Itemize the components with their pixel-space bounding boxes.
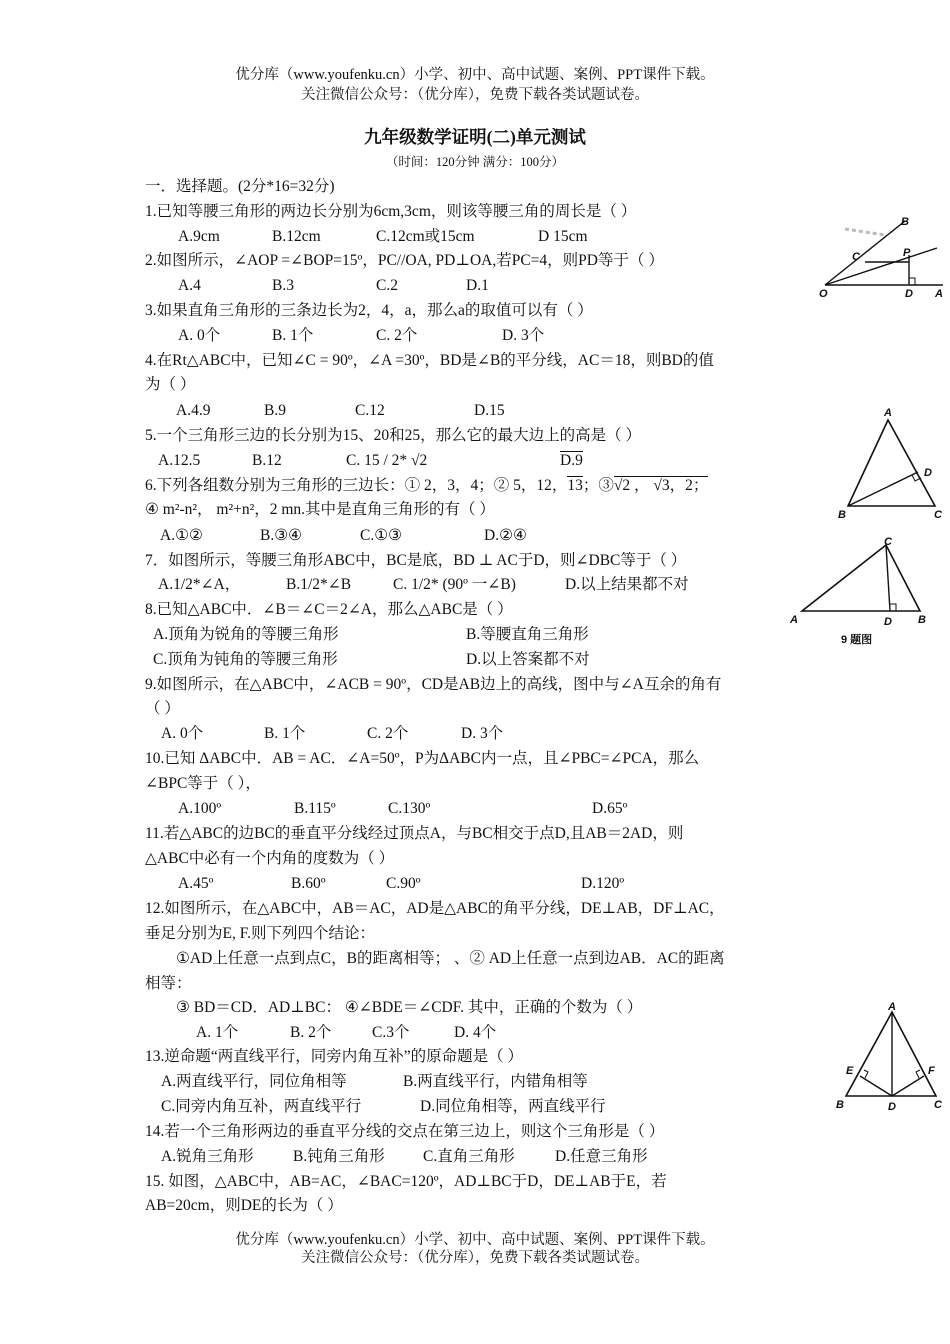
q10-option-b: B.115º [294, 800, 336, 817]
fig1-right-angle-mark [909, 278, 915, 285]
q9-option-c: C. 2个 [367, 725, 409, 742]
q12-option-a: A. 1个 [196, 1024, 239, 1041]
q5-option-c: C. 15 / 2* √2 [346, 452, 428, 469]
q10-option-d: D.65º [592, 800, 628, 817]
question-8: 8.已知△ABC中．∠B＝∠C＝2∠A，那么△ABC是（ ） [145, 601, 513, 618]
fig1-ray-ob [825, 221, 905, 285]
question-14: 14.若一个三角形两边的垂直平分线的交点在第三边上，则这个三角形是（ ） [145, 1123, 665, 1140]
question-15-line-1: 15. 如图，△ABC中，AB=AC，∠BAC=120º，AD⊥BC于D，DE⊥AB于E，若 [145, 1173, 667, 1190]
q4-option-c: C.12 [355, 402, 385, 419]
fig1-label-o: O [819, 288, 828, 300]
fig3-right-angle-mark [890, 604, 896, 611]
q4-option-b: B.9 [264, 402, 286, 419]
q13-option-b: B.两直线平行，内错角相等 [403, 1073, 588, 1090]
question-9-line-2: （ ） [145, 700, 180, 717]
fig2-label-d: D [924, 467, 932, 479]
q6-text-c: ；③ [582, 477, 614, 494]
q6-text-d: √2 ， √3，2； [613, 477, 709, 494]
header-line-2: 关注微信公众号：（优分库），免费下载各类试题试卷。 [301, 87, 649, 103]
q13-option-c: C.同旁内角互补，两直线平行 [161, 1098, 362, 1115]
question-6-line-1 [145, 476, 708, 496]
footer-line-2: 关注微信公众号：（优分库），免费下载各类试题试卷。 [301, 1250, 649, 1266]
fig1-label-c: C [852, 251, 860, 263]
q14-option-a: A.锐角三角形 [161, 1148, 254, 1165]
q14-option-d: D.任意三角形 [555, 1148, 648, 1165]
q4-option-a: A.4.9 [176, 402, 211, 419]
q14-option-c: C.直角三角形 [423, 1148, 515, 1165]
q1-option-c: C.12cm或15cm [376, 228, 475, 245]
fig1-label-p: P [903, 247, 911, 259]
fig3-label-c: C [884, 536, 892, 548]
page-title: 九年级数学证明(二)单元测试 [364, 127, 586, 147]
fig3-label-a: A [790, 614, 798, 626]
q7-option-c: C. 1/2* (90º 一∠B) [393, 576, 516, 593]
q8-option-a: A.顶角为锐角的等腰三角形 [153, 626, 339, 643]
q9-option-d: D. 3个 [461, 725, 504, 742]
q6-option-a: A.①② [160, 527, 203, 544]
q6-option-b: B.③④ [260, 527, 303, 544]
q12-option-c: C.3个 [372, 1024, 410, 1041]
fig4-right-angle-mark-e [864, 1070, 868, 1078]
question-4-line-1: 4.在Rt△ABC中，已知∠C = 90º，∠A =30º，BD是∠B的平分线，AC＝18，则BD的值 [145, 352, 714, 369]
q7-option-a: A.1/2*∠A， [158, 576, 241, 593]
figure-q9 [786, 535, 936, 650]
question-10-line-1: 10.已知 ΔABC中．AB = AC．∠A=50º，P为ΔABC内一点，且∠PBC=∠PCA，那么 [145, 750, 700, 767]
fig2-label-a: A [884, 407, 892, 419]
fig3-altitude-cd [886, 545, 890, 611]
q10-option-a: A.100º [178, 800, 222, 817]
fig3-label-d: D [884, 616, 892, 628]
fig1-label-a: A [935, 288, 943, 300]
q8-option-b: B.等腰直角三角形 [466, 626, 589, 643]
q9-option-a: A. 0个 [161, 725, 204, 742]
fig2-label-c: C [934, 509, 942, 521]
fig4-perpendicular-df [892, 1076, 924, 1096]
q2-option-c: C.2 [376, 277, 398, 294]
question-12-line-2: 垂足分别为E, F.则下列四个结论： [145, 925, 375, 942]
q3-option-a: A. 0个 [178, 327, 221, 344]
question-3: 3.如果直角三角形的三条边长为2，4，a，那么a的取值可以有（ ） [145, 302, 593, 319]
q1-option-b: B.12cm [272, 228, 321, 245]
question-9-line-1: 9.如图所示，在△ABC中，∠ACB = 90º，CD是AB边上的高线，图中与∠A互余的角有 [145, 676, 722, 693]
fig2-segment-bd [848, 472, 918, 506]
q4-option-d: D.15 [474, 402, 505, 419]
question-5: 5.一个三角形三边的长分别为15、20和25，那么它的最大边上的高是（ ） [145, 427, 642, 444]
q6-overline-13: 13 [567, 477, 583, 494]
fig3-triangle-acb [802, 545, 920, 611]
question-11-line-1: 11.若△ABC的边BC的垂直平分线经过顶点A，与BC相交于点D,且AB＝2AD，则 [145, 825, 684, 842]
section-heading: 一．选择题。(2分*16=32分) [145, 178, 335, 195]
q3-option-d: D. 3个 [502, 327, 545, 344]
fig4-label-d: D [888, 1101, 896, 1113]
fig1-label-d: D [905, 288, 913, 300]
question-12-line-1: 12.如图所示，在△ABC中，AB＝AC，AD是△ABC的角平分线，DE⊥AB，DF⊥AC， [145, 900, 725, 917]
q5-option-a: A.12.5 [158, 452, 201, 469]
question-11-line-2: △ABC中必有一个内角的度数为（ ） [145, 850, 395, 867]
question-4-line-2: 为（ ） [145, 376, 196, 393]
question-12-line-4: 相等： [145, 975, 192, 992]
q2-option-a: A.4 [178, 277, 201, 294]
fig4-right-angle-mark-f [916, 1070, 920, 1078]
q6-option-c: C.①③ [360, 527, 403, 544]
q10-option-c: C.130º [388, 800, 431, 817]
figure-q2 [815, 205, 945, 305]
q7-option-d: D.以上结果都不对 [565, 576, 689, 593]
q12-option-d: D. 4个 [454, 1024, 497, 1041]
q11-option-a: A.45º [178, 875, 214, 892]
question-12-line-3: ①AD上任意一点到点C，B的距离相等； 、② AD上任意一点到边AB．AC的距离 [176, 950, 725, 967]
q2-option-d: D.1 [466, 277, 489, 294]
fig1-ray-op [825, 248, 937, 285]
fig2-label-b: B [838, 509, 846, 521]
q8-option-c: C.顶角为钝角的等腰三角形 [153, 651, 338, 668]
fig4-label-e: E [846, 1065, 854, 1077]
question-7: 7．如图所示，等腰三角形ABC中，BC是底，BD ⊥ AC于D，则∠DBC等于（ ） [145, 552, 687, 569]
fig1-scribble [845, 229, 885, 235]
q7-option-b: B.1/2*∠B [286, 576, 352, 593]
q9-option-b: B. 1个 [264, 725, 306, 742]
subtitle: （时间：120分钟 满分：100分） [385, 155, 565, 169]
fig4-label-b: B [836, 1099, 844, 1111]
q8-option-d: D.以上答案都不对 [466, 651, 590, 668]
q12-option-b: B. 2个 [290, 1024, 332, 1041]
question-15-line-2: AB=20cm，则DE的长为（ ） [145, 1197, 343, 1214]
question-12-line-5: ③ BD＝CD．AD⊥BC： ④∠BDE＝∠CDF. 其中，正确的个数为（ ） [176, 999, 643, 1016]
fig4-triangle-abc [846, 1012, 936, 1096]
q5-option-b: B.12 [252, 452, 282, 469]
q6-option-d: D.②④ [484, 527, 527, 544]
fig4-label-f: F [928, 1065, 935, 1077]
q3-option-b: B. 1个 [272, 327, 314, 344]
header-line-1: 优分库（www.youfenku.cn）小学、初中、高中试题、案例、PPT课件下载。 [235, 67, 715, 83]
fig2-triangle-abc [848, 420, 935, 506]
q5-option-d: D.9 [560, 452, 583, 469]
q6-text-a: 6.下列各组数分别为三角形的三边长：① 2，3，4；② 5，12， [145, 477, 568, 494]
q2-option-b: B.3 [272, 277, 294, 294]
question-2: 2.如图所示，∠AOP =∠BOP=15º，PC//OA, PD⊥OA,若PC=4，则PD等于（ ） [145, 252, 664, 269]
figure-q12 [832, 998, 950, 1116]
question-6-line-2: ④ m²-n²， m²+n²，2 mn.其中是直角三角形的有（ ） [145, 501, 495, 518]
fig4-perpendicular-de [860, 1076, 892, 1096]
question-1: 1.已知等腰三角形的两边长分别为6cm,3cm，则该等腰三角的周长是（ ） [145, 203, 637, 220]
figure-q7 [832, 402, 950, 524]
fig4-label-a: A [888, 1001, 896, 1013]
question-10-line-2: ∠BPC等于（ ）， [145, 775, 261, 792]
q13-option-a: A.两直线平行，同位角相等 [161, 1073, 347, 1090]
fig3-caption: 9 题图 [841, 634, 873, 646]
q11-option-d: D.120º [581, 875, 625, 892]
fig4-label-c: C [934, 1099, 942, 1111]
footer-line-1: 优分库（www.youfenku.cn）小学、初中、高中试题、案例、PPT课件下载。 [235, 1232, 715, 1248]
q14-option-b: B.钝角三角形 [293, 1148, 385, 1165]
q1-option-d: D 15cm [538, 228, 588, 245]
q3-option-c: C. 2个 [376, 327, 418, 344]
q1-option-a: A.9cm [178, 228, 220, 245]
q11-option-b: B.60º [291, 875, 326, 892]
fig3-label-b: B [918, 614, 926, 626]
q13-option-d: D.同位角相等，两直线平行 [420, 1098, 606, 1115]
question-13: 13.逆命题“两直线平行，同旁内角互补”的原命题是（ ） [145, 1048, 524, 1065]
fig1-label-b: B [901, 216, 909, 228]
q11-option-c: C.90º [386, 875, 421, 892]
